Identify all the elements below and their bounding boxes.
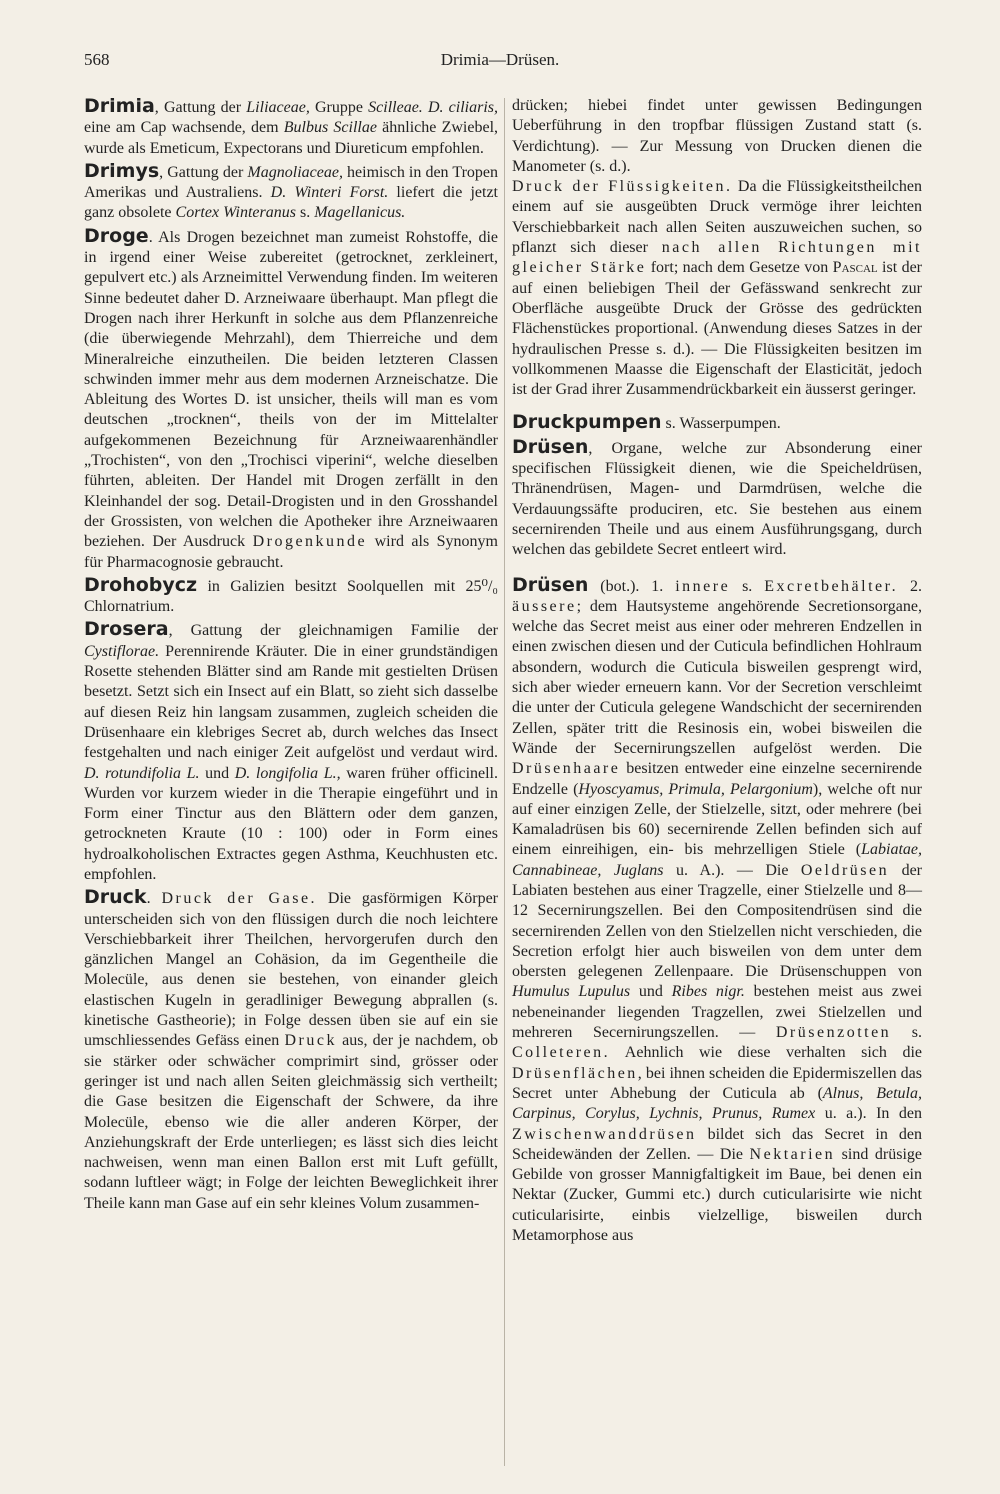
entry-text: .	[146, 890, 162, 908]
entry-text: eine am Cap wachsende, dem	[84, 119, 284, 137]
taxon-name: D. Winteri Forst.	[270, 184, 389, 202]
entry-drosera	[84, 619, 498, 885]
headword: Drimys	[84, 159, 160, 182]
entry-text: Gruppe	[309, 99, 369, 116]
entry-druckpumpen	[512, 412, 922, 434]
entry-text: besitzen entweder eine einzelne secernirende Endzelle (	[512, 760, 922, 798]
entry-text: in Galizien besitzt Soolquellen mit 25⁰/₀ Chlornatrium.	[84, 577, 498, 616]
page-number: 568	[84, 50, 110, 69]
left-column	[84, 96, 498, 1216]
spaced-term: Excretbehälter.	[764, 577, 899, 595]
spaced-term: Drogenkunde	[252, 533, 368, 551]
entry-text: Perennirende Kräuter. Die in einer grundständigen Rosette stehenden Blätter sind am Rande mit gestielten Drüsen besetzt. Setzt sich ein Insect auf ein Blatt, so zieht sich dasselbe auf diesen Reiz hin langsam zusammen, zugleich scheiden die Drüsenhaare ein klebriges Secret ab, durch welches das Insect festgehalten und nach einiger Zeit aufgelöst und verdaut wird.	[84, 642, 498, 762]
entry-druck	[84, 887, 498, 1214]
taxon-name: D. rotundifolia L.	[84, 764, 200, 782]
entry-drimia	[84, 96, 498, 159]
entry-text: und	[199, 764, 235, 782]
spaced-term: Druck der Flüssigkeiten.	[512, 178, 733, 196]
entry-text: Aehnlich wie diese verhalten sich die	[610, 1044, 922, 1062]
taxon-name: Cystiflorae.	[84, 642, 160, 660]
headword: Droge	[84, 224, 149, 247]
taxon-name: Bulbus Scillae	[283, 119, 377, 137]
entry-text: sind drüsige Gebilde von grosser Mannigfaltigkeit im Baue, bei denen ein Nektar (Zucker, Gummi etc.) durch cuticularisirte wie nicht cuticularisirte, einbis vielzellige, bisweilen durch Metamorphose aus	[512, 1145, 922, 1245]
entry-text: ist der auf einen beliebigen Theil der Gefässwand senkrecht zur Oberfläche ausgeübte Druck der Grösse des gedrückten Flächenstückes proportional. (Anwendung dieses Satzes in der hydraulischen Presse s. d.). — Die Flüssigkeiten besitzen im vollkommenen Maasse die Eigenschaft der Elasticität, jedoch ist der Grad ihrer Zusammendrückbarkeit ein äusserst geringer.	[512, 259, 922, 399]
entry-text: s. Wasserpumpen.	[661, 415, 781, 433]
taxon-name: D. longifolia L.,	[234, 764, 341, 782]
headword: Drohobycz	[84, 573, 198, 596]
entry-text: . Als Drogen bezeichnet man zumeist Rohstoffe, die in irgend einer Weise zubereitet (getrocknet, zerkleinert, gepulvert etc.) als Arzneimittel Verwendung finden. Im weiteren Sinne bedeutet daher D. Arzneiwaare überhaupt. Man pflegt die Drogen nach ihrer Herkunft in solche aus dem Pflanzenreiche (die überwiegende Mehrzahl), dem Thierreiche und dem Mineralreiche einzutheilen. Die beiden letzteren Classen schwinden immer mehr aus dem modernen Arzneischatze. Die Ableitung des Wortes D. ist unsicher, theils will man es vom deutschen „trocknen“, theils von der im Mittelalter aufgekommenen Bezeichnung für Arzneiwaarenhändler „Trochisten“, von den „Trochisci viperini“, welche dieselben führten, ableiten. Der Handel mit Drogen zerfällt in den Kleinhandel der sog. Detail-Drogisten und in den Grosshandel der Grossisten, von welchen die Apotheker ihre Arzneiwaaren beziehen. Der Ausdruck	[84, 228, 498, 551]
entry-text: s.	[891, 1024, 922, 1042]
taxon-name: Liliaceae,	[246, 99, 310, 116]
spaced-term: äussere	[512, 597, 577, 615]
entry-text: , Organe, welche zur Absonderung einer specifischen Flüssigkeit dienen, wie die Speicheldrüsen, Thränendrüsen, Magen- und Darmdrüsen, welche die Verdauungssäfte produciren, etc. Sie bestehen aus einem secernirenden Theile und aus einem Ausführungsgang, durch welchen das gebildete Secret entleert wird.	[512, 439, 922, 559]
right-column	[512, 96, 922, 1248]
taxon-name: Humulus Lupulus	[512, 983, 631, 1001]
column-divider	[504, 98, 505, 1466]
entry-text: (bot.). 1.	[588, 577, 676, 595]
entry-druesen	[512, 437, 922, 561]
entry-druesen-bot	[512, 575, 922, 1247]
entry-text: 2.	[898, 577, 922, 595]
entry-text: liefert die jetzt ganz obsolete	[84, 184, 499, 222]
spaced-term: Druck der Gase.	[161, 890, 318, 908]
entry-drohobycz	[84, 575, 498, 618]
entry-text: Da die Flüssigkeitstheilchen einem auf sie ausgeübten Druck vermöge ihrer leichten Verschiebbarkeit nach allen Seiten auszuweichen suchen, so pflanzt sich dieser	[512, 178, 922, 257]
taxon-name: Scilleae. D. ciliaris,	[368, 99, 499, 116]
entry-text: aus, der je nachdem, ob sie stärker oder schwächer comprimirt sind, grösser oder geringer ist und nach allen Seiten gleichmässig sich vertheilt; die Gase besitzen die Eigenschaft der Schwere, da ihre Molecüle, ebenso wie die aller anderen Körper, der Anziehungskraft der Erde unterliegen; es lässt sich dies leicht nachweisen, wenn man einen Ballon erst mit Luft gefüllt, sodann luftleer wägt; in Folge der leichten Beweglichkeit ihrer Theile kann man Gase auf ein sehr kleines Volum zusammen-	[84, 1032, 498, 1212]
page-header	[84, 50, 916, 78]
entry-text: bildet sich das Secret in den Scheidewänden der Zellen. — Die	[512, 1125, 922, 1163]
entry-text: , Gattung der	[154, 99, 247, 116]
entry-drimys	[84, 161, 498, 224]
spaced-term: Druck	[284, 1032, 337, 1050]
entry-text: waren früher officinell. Wurden vor kurzem wieder in die Therapie eingeführt und in Form einer Tinctur aus den Blättern oder dem ganzen, getrockneten Kraute (10 : 100) oder in Form eines hydroalkoholischen Extractes gegen Asthma, Keuchhusten etc. empfohlen.	[84, 764, 499, 883]
running-head: Drimia—Drüsen.	[440, 50, 560, 69]
entry-text: u. a.). In den	[815, 1105, 922, 1123]
entry-text: s.	[730, 577, 765, 595]
entry-text: und	[630, 983, 672, 1001]
entry-text: Die gasförmigen Körper unterscheiden sich von den flüssigen durch die noch leichtere Verschiebbarkeit ihrer Theilchen, hervorgerufen durch den gänzlichen Mangel an Cohäsion, da im Gegentheile die Molecüle, aus denen sie bestehen, von einander gleich elastischen Kugeln in geradliniger Bewegung abprallen (s. kinetische Gastheorie); in Folge dessen üben sie auf ein sie umschliessendes Gefäss einen	[84, 890, 499, 1050]
spaced-term: nach allen Richtungen mit gleicher Stärke	[512, 239, 922, 277]
taxon-name: Ribes nigr.	[671, 983, 745, 1001]
spaced-term: Zwischenwanddrüsen	[512, 1125, 697, 1143]
headword: Druckpumpen	[512, 411, 662, 434]
entry-text: , Gattung der gleichnamigen Familie der	[168, 622, 498, 640]
spaced-term: innere	[675, 577, 731, 595]
entry-text: , bei ihnen scheiden die Epidermiszellen das Secret unter Abhebung der Cuticula ab (	[512, 1064, 922, 1102]
headword: Drüsen	[512, 573, 589, 596]
spaced-term: Oeldrüsen	[800, 861, 890, 879]
entry-text: heimisch in den Tropen Amerikas und Australiens.	[84, 163, 498, 202]
spaced-term: Drüsenhaare	[512, 760, 621, 778]
entry-text: drücken; hiebei findet unter gewissen Bedingungen Ueberführung in den tropfbar flüssigen Zustand statt (s. Verdichtung). — Zur Messung von Drucken dienen die Manometer (s. d.).	[512, 97, 922, 175]
taxon-name: Magellanicus.	[314, 204, 406, 222]
entry-text: wird als Synonym für Pharmacognosie gebraucht.	[84, 533, 498, 571]
entry-text: fort; nach dem Gesetze von	[646, 259, 833, 277]
spaced-term: Nektarien	[749, 1145, 836, 1163]
taxon-name: Magnoliaceae,	[247, 163, 343, 181]
entry-text: ; dem Hautsysteme angehörende Secretionsorgane, welche das Secret meist aus einer oder mehreren Endzellen in einen zwischen diesen und der Cuticula befindlichen Hohlraum absondern, wodurch die Cuticula bisweilen gesprengt wird, sich aber wieder erneuern kann. Vor der Secretion verschleimt die unter der Cuticula gelegene Wandschicht der secernirenden Zellen, später tritt die Resinosis ein, wobei bisweilen die Wände der Secernirungszellen aufgelöst werden. Die	[512, 597, 922, 757]
headword: Drüsen	[512, 435, 589, 458]
taxon-name: Labiatae, Cannabineae, Juglans	[512, 841, 922, 879]
entry-druck-continued	[512, 96, 922, 400]
person-name: Pascal	[832, 259, 878, 277]
headword: Druck	[84, 886, 147, 909]
entry-text: bestehen meist aus zwei nebeneinander liegenden Tragzellen, zwei Stielzellen und mehreren Secernirungszellen. —	[512, 983, 923, 1042]
entry-droge	[84, 226, 498, 573]
spaced-term: Drüsenflächen	[512, 1064, 638, 1082]
entry-text: der Labiaten bestehen aus einer Tragzelle, einer Stielzelle und 8—12 Secernirungszellen. Bei den Compositendrüsen sind die secernirenden Zellen von den Stielzellen nicht verschieden, die Secretion erfolgt hier auch bisweilen von dem unter dem obersten gelegenen Zellenpaare. Die Drüsenschuppen von	[512, 861, 922, 981]
taxon-name: Hyoscyamus, Primula, Pelargonium	[578, 780, 813, 798]
taxon-name: Cortex Winteranus	[175, 204, 296, 222]
entry-text: u. A.). — Die	[663, 861, 801, 879]
spaced-term: Drüsenzotten	[775, 1024, 892, 1042]
entry-text: ), welche oft nur auf einer einzigen Zelle, der Stielzelle, sitzt, oder mehrere (bei Kamaladrüsen bis 60) secernirende Zellen befinden sich auf einem einreihigen, ein- bis mehrzelligen Stiele (	[512, 780, 923, 859]
taxon-name: Alnus, Betula, Carpinus, Corylus, Lychnis, Prunus, Rumex	[512, 1084, 922, 1123]
headword: Drimia	[84, 95, 155, 117]
headword: Drosera	[84, 618, 169, 641]
entry-text: ähnliche Zwiebel, wurde als Emeticum, Expectorans und Diureticum empfohlen.	[84, 119, 499, 157]
spaced-term: Colleteren.	[512, 1044, 611, 1062]
entry-text: , Gattung der	[159, 163, 248, 181]
entry-text: s.	[295, 204, 315, 222]
